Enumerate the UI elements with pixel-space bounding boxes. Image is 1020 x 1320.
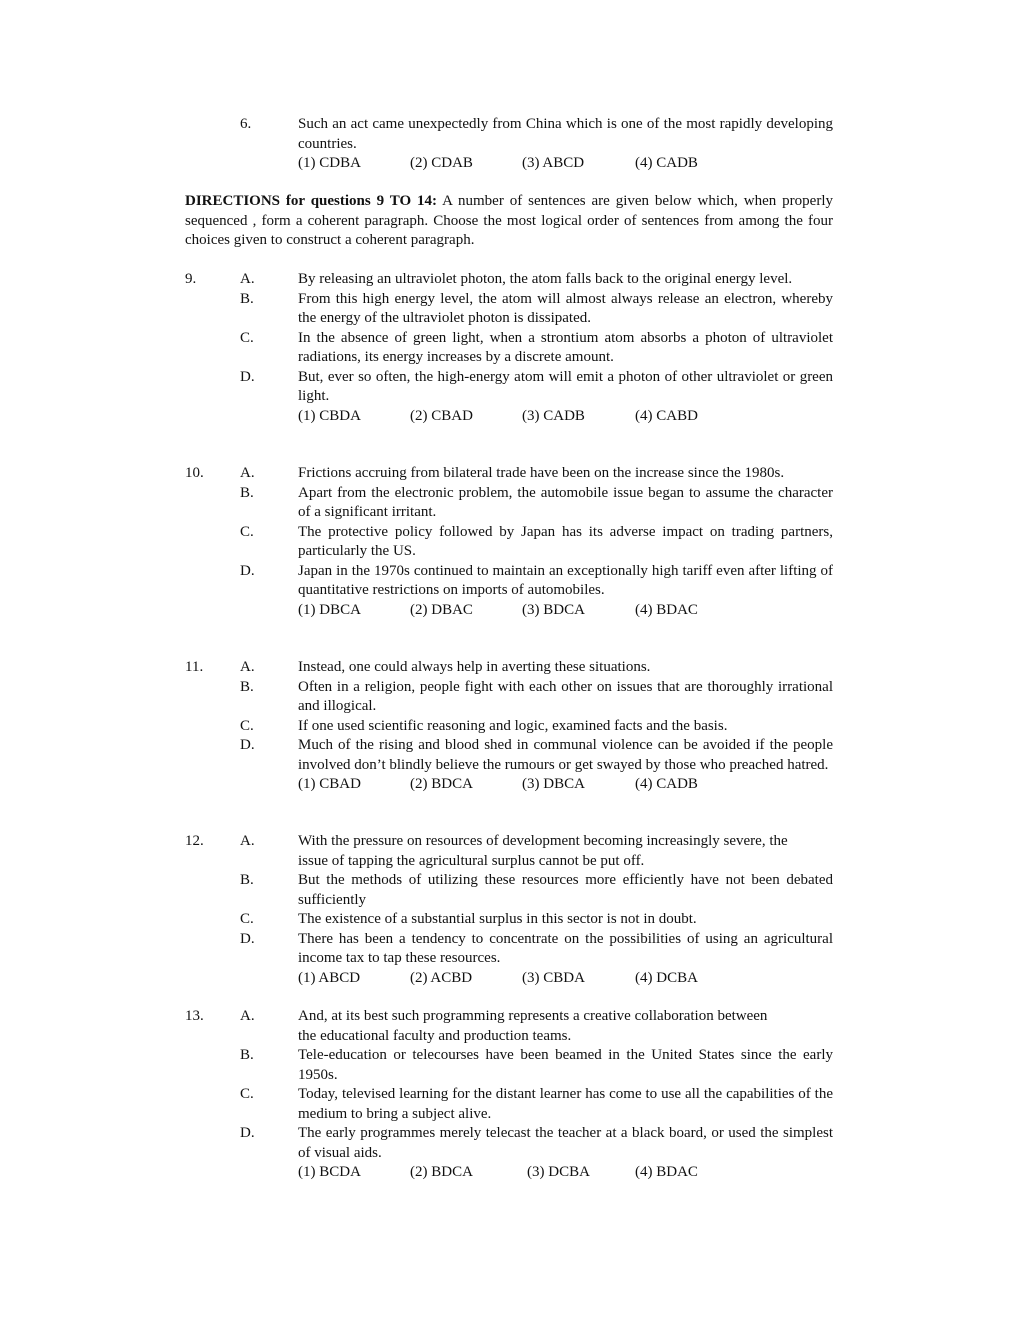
sentence-text: The early programmes merely telecast the teacher at a black board, or used the simplest of visual aids. — [298, 1125, 833, 1161]
sentence-letter: D. — [240, 368, 255, 385]
sentence-c — [185, 910, 833, 930]
question-number: 13. — [185, 1008, 204, 1024]
option-1: (1) CDBA — [298, 155, 361, 171]
sentence-d — [185, 562, 833, 601]
sentence-b — [185, 678, 833, 717]
sentence-text: Today, televised learning for the distant learner has come to use all the capabilities of the medium to bring a subject alive. — [298, 1086, 833, 1122]
option-4: (4) CADB — [635, 155, 698, 171]
sentence-text: But, ever so often, the high-energy atom will emit a photon of other ultraviolet or green light. — [298, 368, 833, 404]
sentence-letter: A. — [240, 833, 255, 849]
question-6 — [185, 115, 833, 174]
option-2: (2) ACBD — [410, 969, 473, 986]
sentence-text: In the absence of green light, when a strontium atom absorbs a photon of ultraviolet radiations, its energy increases by a discrete amount. — [298, 329, 833, 365]
sentence-text: If one used scientific reasoning and logic, examined facts and the basis. — [298, 717, 728, 734]
question-11 — [185, 658, 833, 795]
option-1: (1) ABCD — [298, 969, 361, 986]
sentence-text: But the methods of utilizing these resources more efficiently have not been debated sufficiently — [298, 872, 833, 908]
sentence-letter: B. — [240, 290, 254, 307]
sentence-a — [185, 658, 833, 678]
option-3: (3) DBCA — [522, 776, 585, 792]
sentence-a — [185, 832, 833, 871]
question-number: 12. — [185, 833, 204, 849]
sentence-letter: B. — [240, 1047, 254, 1063]
sentence-letter: D. — [240, 562, 255, 579]
sentence-letter: D. — [240, 930, 255, 947]
option-4: (4) CABD — [635, 407, 698, 424]
option-1: (1) CBAD — [298, 776, 361, 792]
sentence-text: Often in a religion, people fight with each other on issues that are thoroughly irrational and illogical. — [298, 678, 833, 714]
sentence-text: Much of the rising and blood shed in communal violence can be avoided if the people involved don’t blindly believe the rumours or get swayed by those who preached hatred. — [298, 737, 833, 773]
directions-label: DIRECTIONS for questions 9 TO 14: — [185, 193, 438, 209]
sentence-a — [185, 464, 833, 484]
sentence-d — [185, 930, 833, 969]
sentence-letter: C. — [240, 329, 254, 346]
question-9 — [185, 270, 833, 426]
answer-options — [298, 407, 833, 427]
sentence-letter: C. — [240, 911, 254, 927]
sentence-b — [185, 1046, 833, 1085]
question-13 — [185, 1007, 833, 1183]
option-4: (4) CADB — [635, 776, 698, 792]
sentence-a — [185, 270, 833, 290]
option-4: (4) DCBA — [635, 969, 698, 986]
sentence-c — [185, 717, 833, 737]
directions-paragraph — [185, 192, 833, 251]
sentence-d — [185, 736, 833, 775]
answer-options — [298, 969, 833, 989]
sentence-letter: C. — [240, 523, 254, 540]
option-3: (3) DCBA — [527, 1164, 590, 1180]
answer-options — [298, 1163, 833, 1183]
sentence-b — [185, 290, 833, 329]
sentence-text: The protective policy followed by Japan has its adverse impact on trading partners, particularly the US. — [298, 523, 833, 559]
directions-text: A number of sentences are given below which, when properly sequenced , form a coherent paragraph. Choose the most logical order of sentences from among the four choices given to construct a coherent paragraph. — [185, 193, 833, 248]
sentence-d — [185, 1124, 833, 1163]
sentence-text: There has been a tendency to concentrate on the possibilities of using an agricultural income tax to tap these resources. — [298, 930, 833, 966]
option-3: (3) BDCA — [522, 601, 585, 618]
question-6-options — [298, 154, 833, 174]
sentence-text: Instead, one could always help in averting these situations. — [298, 659, 651, 675]
question-6-number: 6. — [240, 116, 252, 132]
sentence-letter: A. — [240, 1008, 255, 1024]
sentence-letter: A. — [240, 659, 255, 675]
option-4: (4) BDAC — [635, 1164, 698, 1180]
option-3: (3) CBDA — [522, 969, 585, 986]
option-2: (2) CDAB — [410, 155, 473, 171]
option-3: (3) CADB — [522, 407, 585, 424]
sentence-letter: C. — [240, 717, 254, 734]
question-10 — [185, 464, 833, 620]
option-1: (1) CBDA — [298, 407, 361, 424]
option-2: (2) BDCA — [410, 1164, 473, 1180]
question-number: 10. — [185, 465, 204, 481]
sentence-letter: A. — [240, 271, 255, 287]
sentence-c — [185, 523, 833, 562]
option-1: (1) BCDA — [298, 1164, 361, 1180]
question-number: 11. — [185, 659, 204, 675]
sentence-text: Japan in the 1970s continued to maintain an exceptionally high tariff even after lifting of quantitative restrictions on imports of automobiles. — [298, 562, 833, 598]
sentence-text: The existence of a substantial surplus in this sector is not in doubt. — [298, 911, 697, 927]
sentence-letter: A. — [240, 465, 255, 481]
sentence-letter: B. — [240, 484, 254, 501]
question-number: 9. — [185, 271, 197, 287]
sentence-letter: B. — [240, 678, 254, 695]
question-12 — [185, 832, 833, 988]
sentence-letter: D. — [240, 737, 255, 753]
sentence-text: And, at its best such programming represents a creative collaboration between the educational faculty and production teams. — [298, 1008, 768, 1044]
question-6-row — [185, 115, 833, 154]
sentence-b — [185, 484, 833, 523]
sentence-c — [185, 329, 833, 368]
sentence-letter: C. — [240, 1086, 254, 1102]
sentence-text: From this high energy level, the atom will almost always release an electron, whereby the energy of the ultraviolet photon is dissipated. — [298, 290, 833, 326]
sentence-c — [185, 1085, 833, 1124]
sentence-d — [185, 368, 833, 407]
question-6-text: Such an act came unexpectedly from China which is one of the most rapidly developing countries. — [298, 116, 833, 152]
sentence-a — [185, 1007, 833, 1046]
option-4: (4) BDAC — [635, 601, 698, 618]
option-1: (1) DBCA — [298, 601, 361, 618]
answer-options — [298, 775, 833, 795]
sentence-text: Tele-education or telecourses have been beamed in the United States since the early 1950s. — [298, 1047, 833, 1083]
sentence-text: By releasing an ultraviolet photon, the atom falls back to the original energy level. — [298, 271, 793, 287]
option-2: (2) BDCA — [410, 776, 473, 792]
option-2: (2) DBAC — [410, 601, 473, 618]
sentence-letter: D. — [240, 1125, 255, 1141]
sentence-text: Frictions accruing from bilateral trade have been on the increase since the 1980s. — [298, 465, 785, 481]
sentence-letter: B. — [240, 872, 254, 888]
option-3: (3) ABCD — [522, 155, 585, 171]
sentence-b — [185, 871, 833, 910]
sentence-text: Apart from the electronic problem, the automobile issue began to assume the character of a significant irritant. — [298, 484, 833, 520]
sentence-text: With the pressure on resources of development becoming increasingly severe, the issue of tapping the agricultural surplus cannot be put off. — [298, 833, 788, 869]
option-2: (2) CBAD — [410, 407, 473, 424]
answer-options — [298, 601, 833, 621]
